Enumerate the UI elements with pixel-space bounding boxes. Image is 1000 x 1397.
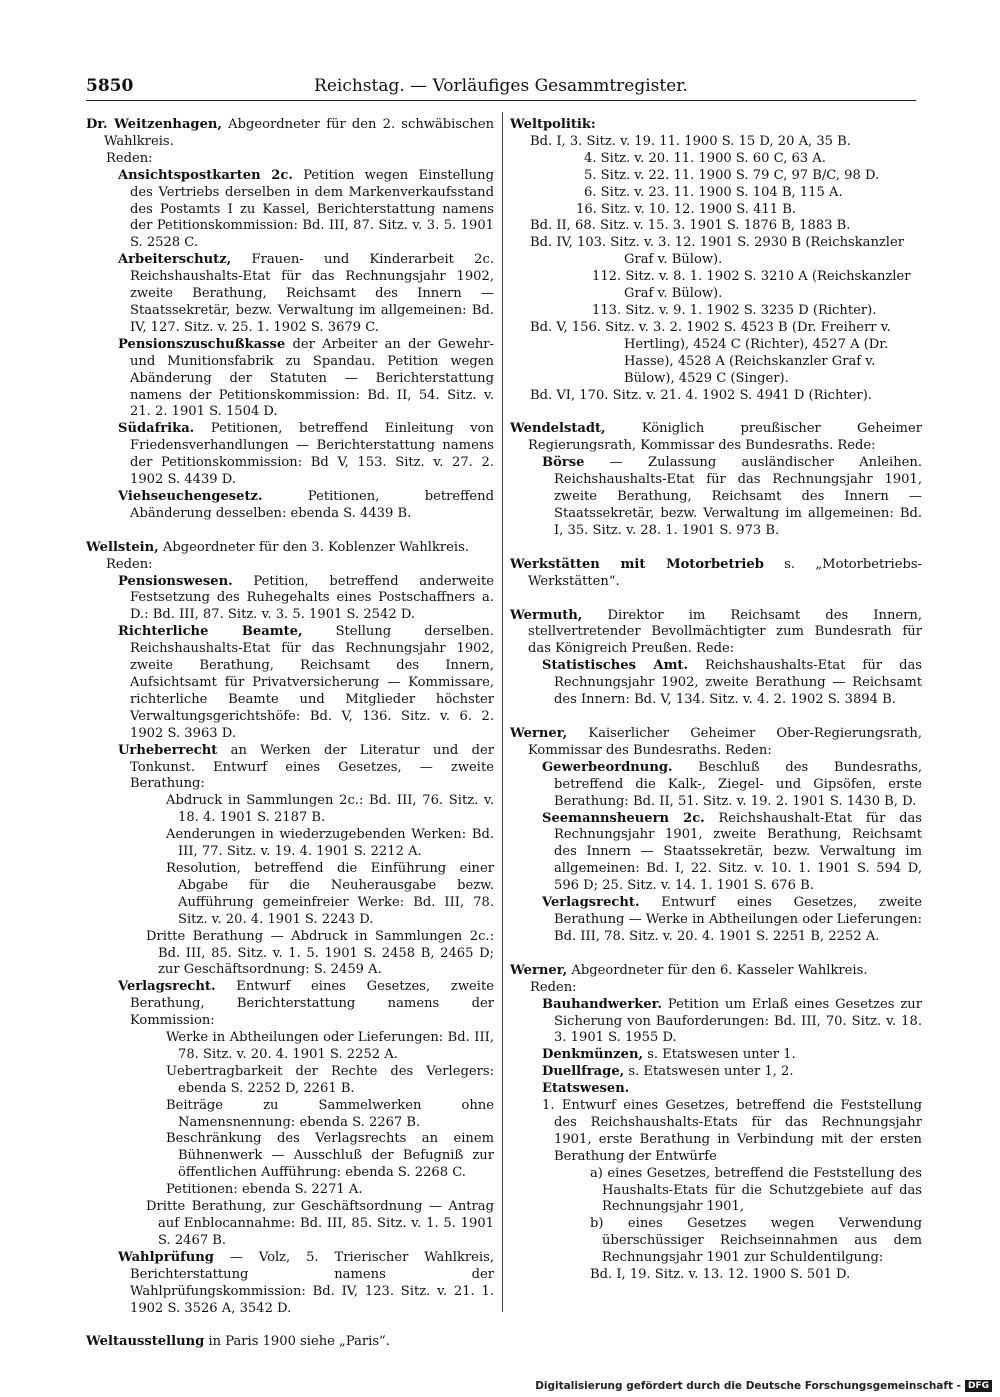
item-text: — Volz, 5. Trierischer Wahlkreis, Berichterstattung namens der Wahlprüfungskommission: Bd. IV, 123. Sitz. v. 21. 1. 1902 S. 3526 A, 3542 D. — [130, 1249, 494, 1316]
entry-description: s. „Motorbetriebs-Werkstätten“. — [528, 556, 922, 589]
item-text: — Zulassung ausländischer Anleihen. Reichshaushalts-Etat für das Rechnungsjahr 1901, zweite Berathung, Reichsamt des Innern — Staatssekretär, bezw. Verwaltung im allgemeinen: Bd. I, 35. Sitz. v. 28. 1. 1901 S. 973 B. — [554, 455, 922, 538]
entry-name: Werner, — [510, 962, 568, 978]
reference-row: 16. Sitz. v. 10. 12. 1900 S. 411 B. — [576, 201, 797, 217]
entry-name: Weltpolitik: — [510, 117, 596, 132]
sub-item: Petitionen: ebenda S. 2271 A. — [166, 1182, 363, 1198]
reden-label: Reden: — [106, 150, 153, 166]
reference-row: Bd. I, 3. Sitz. v. 19. 11. 1900 S. 15 D, 20 A, 35 B. — [530, 133, 851, 149]
page-number: 5850 — [86, 76, 134, 96]
sub-item: Werke in Abtheilungen oder Lieferungen: Bd. III, 78. Sitz. v. 20. 4. 1901 S. 2252 A. — [166, 1030, 494, 1062]
entry-name: Werkstätten mit Motorbetrieb — [510, 556, 764, 572]
item-title: Pensionswesen. — [118, 573, 233, 589]
entry-description: Abgeordneter für den 6. Kasseler Wahlkreis. — [571, 962, 868, 978]
sub-item: Aenderungen in wiederzugebenden Werken: Bd. III, 77. Sitz. v. 19. 4. 1901 S. 2212 A. — [166, 827, 494, 860]
item-title: Duellfrage, — [542, 1064, 625, 1080]
entry-weitzenhagen — [86, 117, 494, 523]
entry-name: Wendelstadt, — [510, 421, 606, 437]
item-title: Statistisches Amt. — [542, 658, 689, 674]
entry-wendelstadt — [510, 421, 922, 539]
item-text: Petition, betreffend anderweite Festsetzung des Ruhegehalts eines Postschaffners a. D.: Bd. III, 87. Sitz. v. 3. 5. 1901 S. 2542 D. — [130, 573, 494, 623]
item-title: Richterliche Beamte, — [118, 624, 303, 640]
item-title: Pensionszuschußkasse — [118, 336, 286, 352]
item-text: Reichshaushalts-Etat für das Rechnungsjahr 1902, zweite Berathung — Reichsamt des Innern: Bd. V, 134. Sitz. v. 4. 2. 1902 S. 3894 B. — [554, 658, 922, 708]
item-text: Frauen- und Kinderarbeit 2c. Reichshaushalts-Etat für das Rechnungsjahr 1902, zweite Berathung, Reichsamt des Innern — Staatssekretär, bezw. Verwaltung im allgemeinen: Bd. IV, 127. Sitz. v. 25. 1. 1902 S. 3679 C. — [130, 252, 494, 335]
sub-item: a) eines Gesetzes, betreffend die Feststellung des Haushalts-Etats für die Schutzgebiete auf das Rechnungsjahr 1901, — [590, 1165, 922, 1215]
sub-item: 1. Entwurf eines Gesetzes, betreffend die Feststellung des Reichshaushalts-Etats für das Rechnungsjahr 1901, erste Berathung in Verbindung mit der ersten Berathung der Entwürfe — [542, 1098, 922, 1164]
item-title: Bauhandwerker. — [542, 996, 662, 1012]
reden-label: Reden: — [106, 556, 153, 572]
entry-werkstaetten — [510, 557, 922, 591]
reference-row: 6. Sitz. v. 23. 11. 1900 S. 104 B, 115 A. — [584, 184, 843, 200]
entry-description: Direktor im Reichsamt des Innern, stellvertretender Bevollmächtigter zum Bundesrath für das Königreich Preußen. Rede: — [528, 607, 922, 657]
right-column — [510, 117, 922, 1301]
item-text: Petitionen, betreffend Abänderung desselben: ebenda S. 4439 B. — [130, 488, 494, 521]
item-text: s. Etatswesen unter 1, 2. — [628, 1064, 794, 1080]
item-title: Wahlprüfung — [118, 1249, 214, 1265]
dfg-footer — [535, 1380, 992, 1392]
item-title: Verlagsrecht. — [118, 979, 216, 995]
entry-description: Königlich preußischer Geheimer Regierungsrath, Kommissar des Bundesraths. Rede: — [528, 421, 922, 454]
sub-item: Dritte Berathung, zur Geschäftsordnung — Antrag auf Enblocannahme: Bd. III, 85. Sitz. v. 1. 5. 1901 S. 2467 B. — [146, 1199, 494, 1248]
entry-name: Wellstein, — [86, 539, 159, 555]
item-text: Entwurf eines Gesetzes, zweite Berathung, Berichterstattung namens der Kommission: — [130, 979, 494, 1029]
entry-description: Kaiserlicher Geheimer Ober-Regierungsrath, Kommissar des Bundesraths. Reden: — [528, 726, 922, 758]
entry-name: Werner, — [510, 726, 568, 741]
reference-row: Bd. IV, 103. Sitz. v. 3. 12. 1901 S. 2930 B (Reichskanzler Graf v. Bülow). — [530, 235, 904, 268]
sub-item: Abdruck in Sammlungen 2c.: Bd. III, 76. Sitz. v. 18. 4. 1901 S. 2187 B. — [166, 793, 494, 826]
entry-name: Wermuth, — [510, 607, 583, 623]
reference-row: Bd. VI, 170. Sitz. v. 21. 4. 1902 S. 4941 D (Richter). — [530, 387, 872, 403]
entry-name: Dr. Weitzenhagen, — [86, 117, 222, 132]
item-title: Verlagsrecht. — [542, 895, 640, 911]
item-title: Denkmünzen, — [542, 1047, 644, 1063]
entry-wermuth — [510, 608, 922, 709]
sub-item: Uebertragbarkeit der Rechte des Verlegers: ebenda S. 2252 D, 2261 B. — [166, 1063, 494, 1096]
item-text: Entwurf eines Gesetzes, zweite Berathung — Werke in Abtheilungen oder Lieferungen: Bd. III, 78. Sitz. v. 20. 4. 1901 S. 2251 B, 2252 A. — [554, 895, 922, 944]
entry-weltpolitik — [510, 117, 922, 404]
item-text: Petitionen, betreffend Einleitung von Friedensverhandlungen — Berichterstattung namens der Petitionskommission: Bd V, 153. Sitz. v. 27. 2. 1902 S. 4439 D. — [130, 421, 494, 488]
entry-weltausstellung — [86, 1334, 494, 1351]
column-divider — [502, 112, 503, 1312]
page-header — [86, 72, 916, 101]
item-text: Beschluß des Bundesraths, betreffend die Kalk-, Ziegel- und Gipsöfen, erste Berathung: Bd. II, 51. Sitz. v. 19. 2. 1901 S. 1430 B, D. — [554, 759, 922, 809]
reference-row: 113. Sitz. v. 9. 1. 1902 S. 3235 D (Richter). — [592, 302, 877, 318]
dfg-logo-icon: DFG — [965, 1380, 992, 1392]
item-title: Viehseuchengesetz. — [118, 488, 263, 504]
item-text: an Werken der Literatur und der Tonkunst. Entwurf eines Gesetzes, — zweite Berathung: — [130, 742, 494, 792]
left-column — [86, 117, 494, 1368]
reden-label: Reden: — [530, 979, 577, 995]
entry-werner-abgeordneter — [510, 963, 922, 1284]
sub-item: Dritte Berathung — Abdruck in Sammlungen 2c.: Bd. III, 85. Sitz. v. 1. 5. 1901 S. 2458 B, 2465 D; zur Geschäftsordnung: S. 2459 A. — [146, 928, 494, 978]
item-text: Petition um Erlaß eines Gesetzes zur Sicherung von Bauforderungen: Bd. III, 70. Sitz. v. 18. 3. 1901 S. 1955 D. — [554, 996, 922, 1046]
footer-text: Digitalisierung gefördert durch die Deutsche Forschungsgemeinschaft - — [535, 1380, 961, 1392]
item-title: Etatswesen. — [542, 1081, 630, 1097]
reference-row: Bd. I, 19. Sitz. v. 13. 12. 1900 S. 501 D. — [590, 1267, 851, 1283]
item-title: Börse — [542, 455, 585, 471]
item-title: Ansichtspostkarten 2c. — [118, 167, 293, 183]
entry-description: Abgeordneter für den 3. Koblenzer Wahlkreis. — [162, 539, 469, 555]
page-title: Reichstag. — Vorläufiges Gesammtregister. — [314, 76, 688, 96]
item-title: Arbeiterschutz, — [118, 252, 232, 268]
item-text: der Arbeiter an der Gewehr- und Munitionsfabrik zu Spandau. Petition wegen Abänderung der Statuten — Berichterstattung namens der Petitionskommission: Bd. II, 54. Sitz. v. 21. 2. 1901 S. 1504 D. — [130, 336, 494, 420]
reference-row: 4. Sitz. v. 20. 11. 1900 S. 60 C, 63 A. — [584, 150, 826, 166]
reference-row: Bd. V, 156. Sitz. v. 3. 2. 1902 S. 4523 B (Dr. Freiherr v. Hertling), 4524 C (Richter), 4527 A (Dr. Hasse), 4528 A (Reichskanzler Graf v. Bülow), 4529 C (Singer). — [530, 319, 891, 386]
entry-name: Weltausstellung — [86, 1334, 205, 1350]
item-text: Petition wegen Einstellung des Vertriebs derselben in dem Markenverkaufsstand des Postamts I zu Kassel, Berichterstattung namens der Petitionskommission: Bd. III, 87. Sitz. v. 3. 5. 1901 S. 2528 C. — [130, 167, 494, 251]
reference-row: Bd. II, 68. Sitz. v. 15. 3. 1901 S. 1876 B, 1883 B. — [530, 218, 851, 234]
sub-item: Resolution, betreffend die Einführung einer Abgabe für die Neuherausgabe bezw. Aufführung gemeinfreier Werke: Bd. III, 78. Sitz. v. 20. 4. 1901 S. 2243 D. — [166, 860, 494, 927]
item-title: Gewerbeordnung. — [542, 759, 673, 775]
item-title: Seemannsheuern 2c. — [542, 810, 705, 826]
entry-wellstein — [86, 540, 494, 1318]
reference-row: 5. Sitz. v. 22. 11. 1900 S. 79 C, 97 B/C, 98 D. — [584, 167, 880, 183]
sub-item: Beschränkung des Verlagsrechts an einem Bühnenwerk — Ausschluß der Befugniß zur öffentlichen Aufführung: ebenda S. 2268 C. — [166, 1131, 494, 1181]
entry-werner-kommissar — [510, 726, 922, 946]
entry-description: Abgeordneter für den 2. schwäbischen Wahlkreis. — [104, 117, 494, 149]
item-text: Reichshaushalt-Etat für das Rechnungsjahr 1901, zweite Berathung, Reichsamt des Innern — Staatssekretär, bezw. Verwaltung im allgemeinen: Bd. I, 22. Sitz. v. 10. 1. 1901 S. 594 D, 596 D; 25. Sitz. v. 14. 1. 1901 S. 676 B. — [554, 810, 922, 894]
entry-description: in Paris 1900 siehe „Paris“. — [208, 1334, 390, 1350]
sub-item: Beiträge zu Sammelwerken ohne Namensnennung: ebenda S. 2267 B. — [166, 1097, 494, 1130]
item-title: Südafrika. — [118, 421, 195, 437]
reference-row: 112. Sitz. v. 8. 1. 1902 S. 3210 A (Reichskanzler Graf v. Bülow). — [592, 269, 911, 302]
item-text: s. Etatswesen unter 1. — [647, 1047, 796, 1063]
item-title: Urheberrecht — [118, 742, 218, 758]
item-text: Stellung derselben. Reichshaushalts-Etat für das Rechnungsjahr 1902, zweite Berathung, Reichsamt des Innern, Aufsichtsamt für Privatversicherung — Kommissare, richterliche Beamte und Mitglieder höchster Verwaltungsgerichtshöfe: Bd. V, 136. Sitz. v. 6. 2. 1902 S. 3963 D. — [130, 624, 494, 741]
sub-item: b) eines Gesetzes wegen Verwendung überschüssiger Reichseinnahmen aus dem Rechnungsjahr 1901 zur Schuldentilgung: — [590, 1216, 922, 1266]
